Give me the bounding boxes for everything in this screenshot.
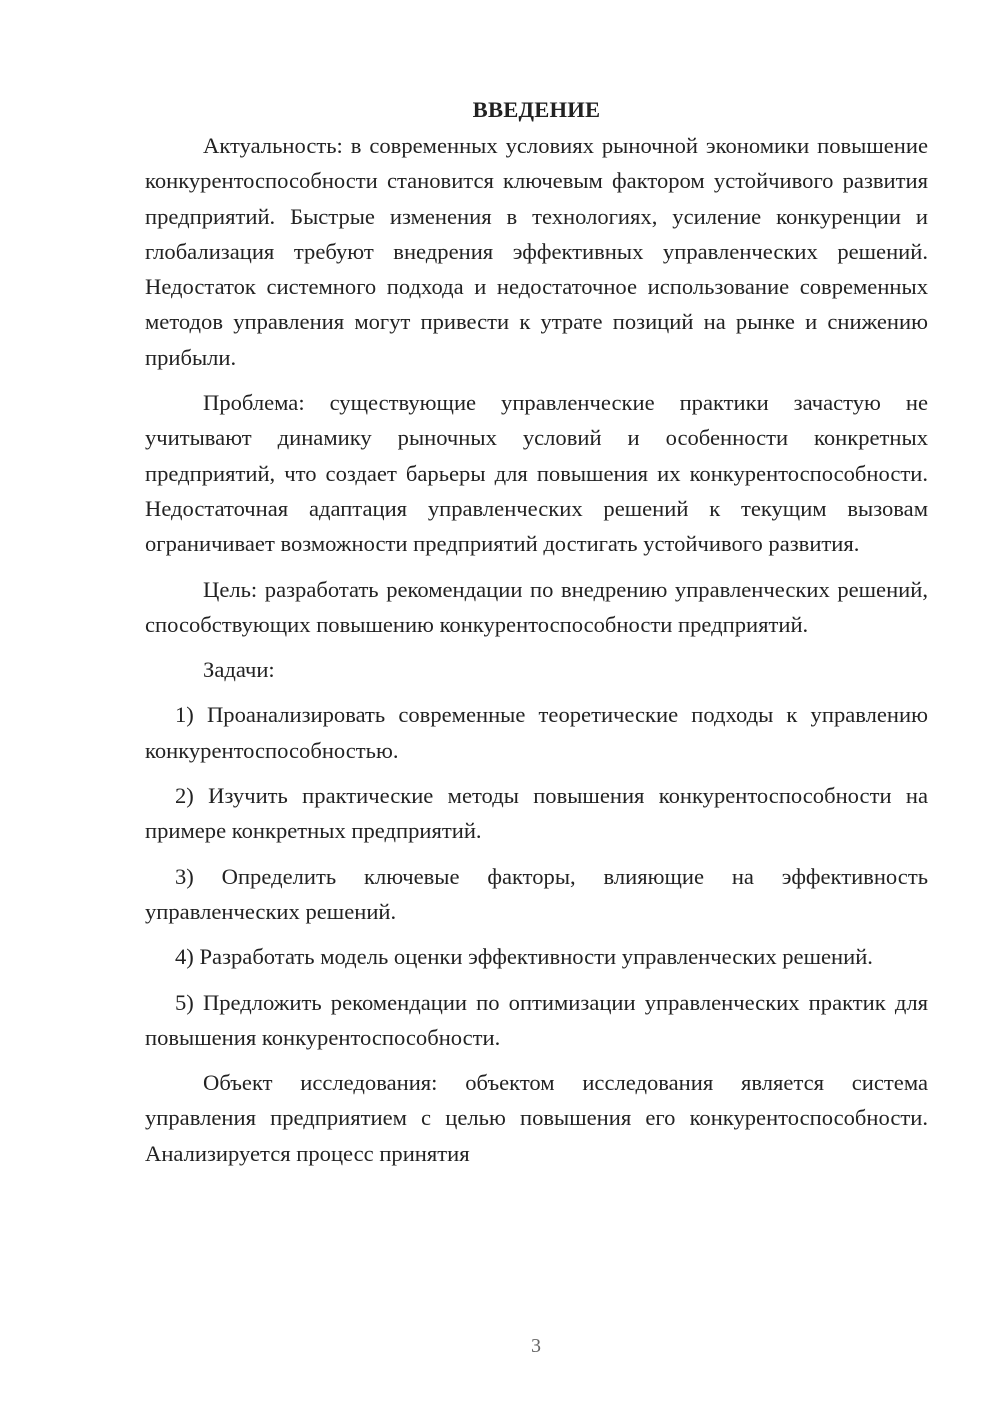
page-number: 3 — [531, 1335, 541, 1357]
task-item-1: 1) Проанализировать современные теоретические подходы к управлению конкурентоспособностью. — [145, 702, 928, 763]
task-item-5: 5) Предложить рекомендации по оптимизации управленческих практик для повышения конкурентоспособности. — [145, 989, 928, 1050]
paragraph-relevance: Актуальность: в современных условиях рыночной экономики повышение конкурентоспособности становится ключевым фактором устойчивого развития предприятий. Быстрые изменения в технологиях, усиление конкуренции и глобализация требуют внедрения эффективных управленческих решений. Недостаток системного подхода и недостаточное использование современных методов управления могут привести к утрате позиций на рынке и снижению прибыли. — [145, 133, 928, 370]
section-heading: ВВЕДЕНИЕ — [472, 97, 601, 122]
task-item-4: 4) Разработать модель оценки эффективности управленческих решений. — [175, 944, 873, 970]
task-item-3: 3) Определить ключевые факторы, влияющие на эффективность управленческих решений. — [145, 863, 928, 924]
tasks-list — [145, 697, 928, 1055]
paragraph-goal: Цель: разработать рекомендации по внедрению управленческих решений, способствующих повышению конкурентоспособности предприятий. — [145, 576, 928, 637]
tasks-label: Задачи: — [203, 657, 275, 683]
task-item-2: 2) Изучить практические методы повышения конкурентоспособности на примере конкретных предприятий. — [145, 783, 928, 844]
paragraph-object: Объект исследования: объектом исследования является система управления предприятием с целью повышения его конкурентоспособности. Анализируется процесс принятия — [145, 1070, 928, 1166]
paragraph-problem: Проблема: существующие управленческие практики зачастую не учитывают динамику рыночных условий и особенности конкретных предприятий, что создает барьеры для повышения их конкурентоспособности. Недостаточная адаптация управленческих решений к текущим вызовам ограничивает возможности предприятий достигать устойчивого развития. — [145, 390, 928, 557]
page-content — [145, 92, 928, 1171]
